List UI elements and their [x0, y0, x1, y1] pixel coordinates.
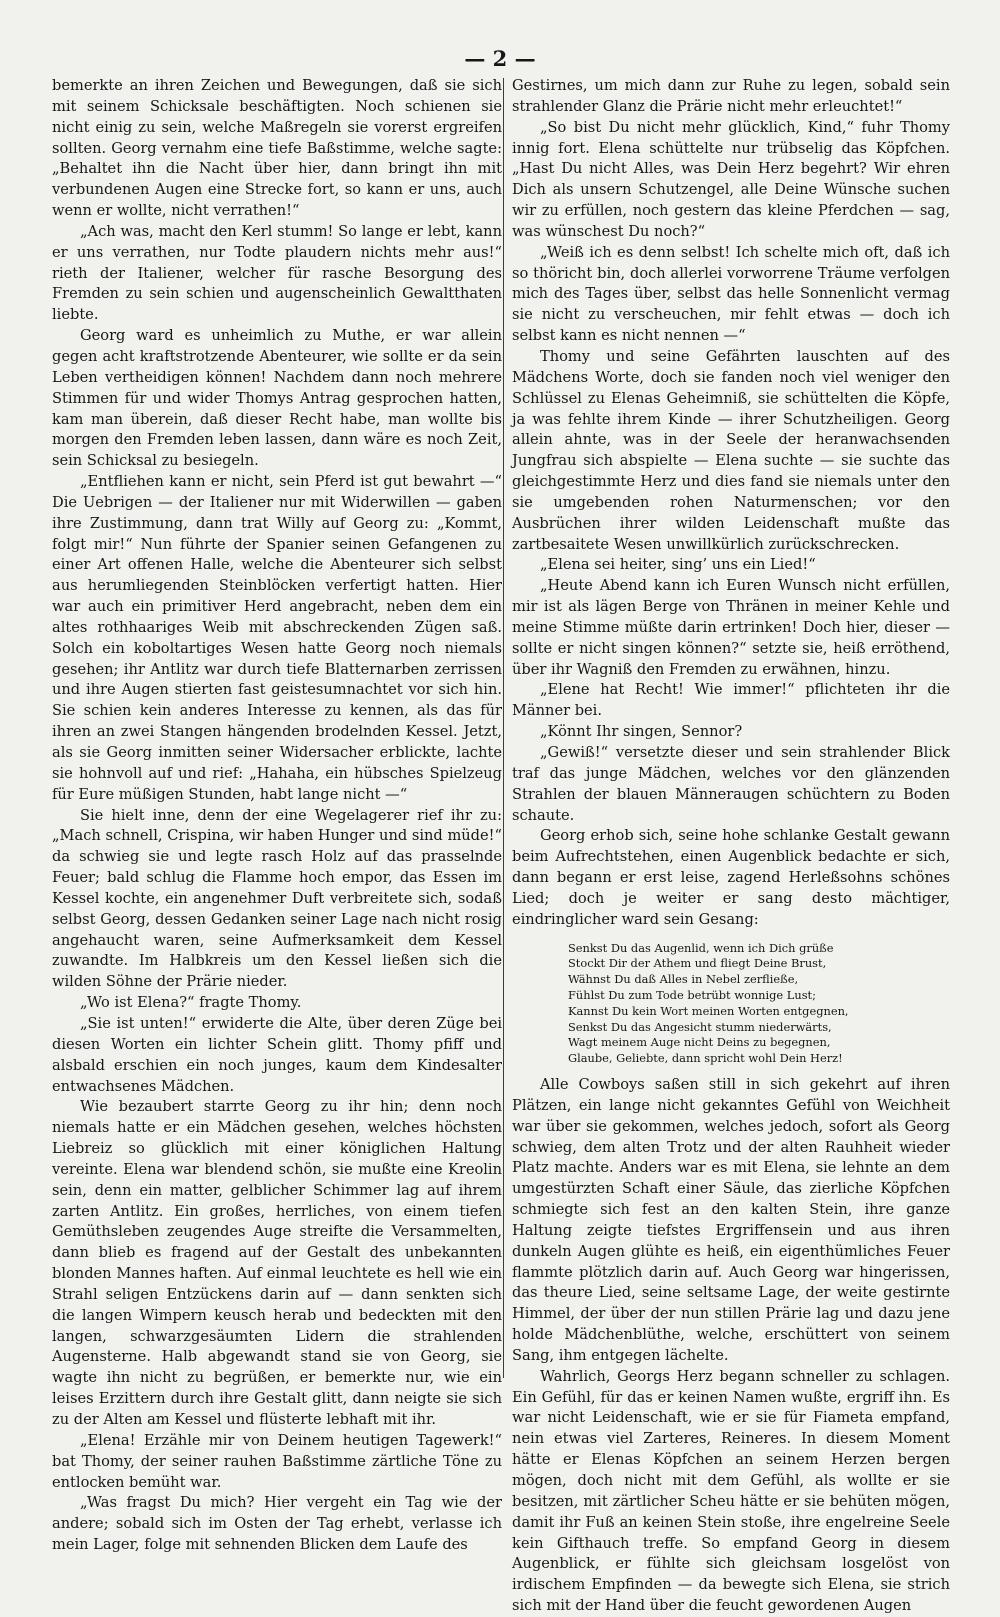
paragraph: „Elena sei heiter, sing’ uns ein Lied!“: [540, 556, 816, 574]
poem-line: Wagt meinem Auge nicht Deins zu begegnen,: [568, 1035, 831, 1050]
paragraph: „Entfliehen kann er nicht, sein Pferd ist gut bewahrt —“ Die Uebrigen — der Italiener nur mit Widerwillen — gaben ihre Zustimmung, dann trat Willy auf Georg zu: „Kommt, folgt mir!“ Nun führte der Spanier seinen Gefangenen zu einer Art offenen Halle, welche die Abenteurer sich selbst aus herumliegenden Steinblöcken verfertigt hatten. Hier war auch ein primitiver Herd angebracht, neben dem ein altes rothhaariges Weib mit abschreckenden Zügen saß. Solch ein koboltartiges Wesen hatte Georg noch niemals gesehen; ihr Antlitz war durch tiefe Blatternarben zerrissen und ihre Augen stierten fast geistesumnachtet vor sich hin. Sie schien kein anderes Interesse zu kennen, als das für ihren an zwei Stangen hängenden brodelnden Kessel. Jetzt, als sie Georg inmitten seiner Widersacher erblickte, lachte sie hohnvoll auf und rief: „Hahaha, ein hübsches Spielzeug für Eure müßigen Stunden, habt lange nicht —“: [52, 473, 502, 803]
paragraph: „Ach was, macht den Kerl stumm! So lange er lebt, kann er uns verrathen, nur Todte plaudern nichts mehr aus!“ rieth der Italiener, welcher für rasche Besorgung des Fremden zu sein schien und augenscheinlich Gewaltthaten liebte.: [52, 222, 502, 324]
poem-line: Glaube, Geliebte, dann spricht wohl Dein Herz!: [568, 1051, 843, 1066]
paragraph: „Heute Abend kann ich Euren Wunsch nicht erfüllen, mir ist als lägen Berge von Thränen in meiner Kehle und meine Stimme müßte darin ertrinken! Doch hier, dieser — sollte er nicht singen können?“ setzte sie, heiß erröthend, über ihr Wagniß den Fremden zu erwähnen, hinzu.: [512, 577, 950, 678]
paragraph: Georg erhob sich, seine hohe schlanke Gestalt gewann beim Aufrechtstehen, einen Augenblick bedachte er sich, dann begann er erst leise, zagend Herleßsohns schönes Lied; doch je weiter er sang desto mächtiger, eindringlicher ward sein Gesang:: [512, 827, 950, 928]
paragraph: Alle Cowboys saßen still in sich gekehrt auf ihren Plätzen, ein lange nicht gekanntes Gefühl von Weichheit war über sie gekommen, welches jedoch, sofort als Georg schwieg, dem alten Trotz und der alten Rauhheit wieder Platz machte. Anders war es mit Elena, sie lehnte an dem umgestürzten Schaft einer Säule, das zierliche Köpfchen schmiegte sich fest an den kalten Stein, ihre ganze Haltung zeigte tiefstes Ergriffensein und aus ihren dunkeln Augen glühte es heiß, ein eigenthümliches Feuer flammte plötzlich darin auf. Auch Georg war hingerissen, das theure Lied, seine seltsame Lage, der weite gestirnte Himmel, der über der nun stillen Prärie lag und dazu jene holde Mädchenblüthe, welche, erschüttert von seinem Sang, ihm entgegen lächelte.: [512, 1075, 950, 1364]
poem-line: Wähnst Du daß Alles in Nebel zerfließe,: [568, 972, 799, 987]
paragraph: Sie hielt inne, denn der eine Wegelagerer rief ihr zu: „Mach schnell, Crispina, wir haben Hunger und sind müde!“ da schwieg sie und legte rasch Holz auf das prasselnde Feuer; bald schlug die Flamme hoch empor, das Essen im Kessel kochte, ein angenehmer Duft verbreitete sich, sodaß selbst Georg, dessen Gedanken seiner Lage nach nicht rosig angehaucht waren, seine Aufmerksamkeit dem Kessel zuwandte. Im Halbkreis um den Kessel ließen sich die wilden Söhne der Prärie nieder.: [52, 806, 502, 991]
paragraph: „Gewiß!“ versetzte dieser und sein strahlender Blick traf das junge Mädchen, welches vor den glänzenden Strahlen der blauen Männeraugen schüchtern zu Boden schaute.: [512, 744, 950, 824]
page-number: — 2 —: [464, 46, 536, 71]
paragraph: „Könnt Ihr singen, Sennor?: [540, 723, 743, 741]
left-column: [52, 76, 502, 1554]
paragraph: Georg ward es unheimlich zu Muthe, er war allein gegen acht kraftstrotzende Abenteurer, wie sollte er da sein Leben vertheidigen können! Nachdem dann noch mehrere Stimmen für und wider Thomys Antrag gesprochen hatten, kam man überein, daß dieser Recht habe, man wollte bis morgen den Fremden leben lassen, dann wäre es noch Zeit, sein Schicksal zu besiegeln.: [52, 327, 502, 470]
paragraph: „Weiß ich es denn selbst! Ich schelte mich oft, daß ich so thöricht bin, doch allerlei vorworrene Träume verfolgen mich des Tages über, selbst das helle Sonnenlicht vermag sie nicht zu verscheuchen, mir fehlt etwas — doch ich selbst kann es nicht nennen —“: [512, 243, 950, 345]
song-poem: [568, 941, 950, 1067]
right-column: [512, 76, 950, 1615]
paragraph: „Was fragst Du mich? Hier vergeht ein Tag wie der andere; sobald sich im Osten der Tag erhebt, verlasse ich mein Lager, folge mit sehnenden Blicken dem Laufe des: [52, 1494, 502, 1554]
paragraph: „Elena! Erzähle mir von Deinem heutigen Tagewerk!“ bat Thomy, der seiner rauhen Baßstimme zärtliche Töne zu entlocken bemüht war.: [52, 1431, 502, 1491]
poem-line: Senkst Du das Angesicht stumm niederwärts,: [568, 1019, 832, 1034]
paragraph: „Wo ist Elena?“ fragte Thomy.: [80, 994, 302, 1012]
poem-line: Senkst Du das Augenlid, wenn ich Dich grüße: [568, 940, 834, 955]
poem-line: Stockt Dir der Athem und fliegt Deine Brust,: [568, 956, 827, 971]
paragraph: „Sie ist unten!“ erwiderte die Alte, über deren Züge bei diesen Worten ein lichter Schein glitt. Thomy pfiff und alsbald erschien ein noch junges, kaum dem Kindesalter entwachsenes Mädchen.: [52, 1014, 502, 1095]
paragraph: „Elene hat Recht! Wie immer!“ pflichteten ihr die Männer bei.: [512, 681, 950, 720]
paragraph: „So bist Du nicht mehr glücklich, Kind,“ fuhr Thomy innig fort. Elena schüttelte nur trübselig das Köpfchen. „Hast Du nicht Alles, was Dein Herz begehrt? Wir ehren Dich als unsern Schutzengel, alle Deine Wünsche suchen wir zu erfüllen, noch gestern das kleine Pferdchen — sag, was wünschest Du noch?“: [512, 118, 950, 240]
paragraph: Wahrlich, Georgs Herz begann schneller zu schlagen. Ein Gefühl, für das er keinen Namen wußte, ergriff ihn. Es war nicht Leidenschaft, wie er sie für Fiameta empfand, nein etwas viel Zarteres, Reineres. In diesem Moment hätte er Elenas Köpfchen an seinem Herzen bergen mögen, doch nicht mit dem Gefühl, als wollte er sie besitzen, mit zärtlicher Scheu hätte er sie behüten mögen, damit ihr Fuß an keinen Stein stoße, ihre engelreine Seele kein Gifthauch treffe. So empfand Georg in diesem Augenblick, er fühlte sich gleichsam losgelöst von irdischem Empfinden — da bewegte sich Elena, sie strich sich mit der Hand über die feucht gewordenen Augen: [512, 1367, 950, 1615]
paragraph: bemerkte an ihren Zeichen und Bewegungen, daß sie sich mit seinem Schicksale beschäftigten. Noch schienen sie nicht einig zu sein, welche Maßregeln sie vorerst ergreifen sollten. Georg vernahm eine tiefe Baßstimme, welche sagte: „Behaltet ihn die Nacht über hier, dann bringt ihn mit verbundenen Augen eine Strecke fort, so kann er uns, auch wenn er wollte, nicht verrathen!“: [52, 77, 502, 220]
paragraph: Gestirnes, um mich dann zur Ruhe zu legen, sobald sein strahlender Glanz die Prärie nicht mehr erleuchtet!“: [512, 77, 950, 115]
poem-line: Fühlst Du zum Tode betrübt wonnige Lust;: [568, 987, 816, 1002]
column-divider: [503, 78, 504, 1378]
paragraph: Wie bezaubert starrte Georg zu ihr hin; denn noch niemals hatte er ein Mädchen gesehen, welches höchsten Liebreiz so glücklich mit einer königlichen Haltung vereinte. Elena war blendend schön, sie mußte eine Kreolin sein, denn ein matter, gelblicher Schimmer lag auf ihrem zarten Antlitz. Ein großes, herrliches, von einem tiefen Gemüthsleben zeugendes Auge streifte die Versammelten, dann blieb es fragend auf der Gestalt des unbekannten blonden Mannes haften. Auf einmal leuchtete es hell wie ein Strahl seligen Entzückens darin auf — dann senkten sich die langen Wimpern keusch herab und bedeckten mit den langen, schwarzgesäumten Lidern die strahlenden Augensterne. Halb abgewandt stand sie von Georg, sie wagte ihn nicht zu begrüßen, er bemerkte nur, wie ein leises Erzittern durch ihre Gestalt glitt, dann neigte sie sich zu der Alten am Kessel und flüsterte lebhaft mit ihr.: [52, 1098, 502, 1428]
paragraph: Thomy und seine Gefährten lauschten auf des Mädchens Worte, doch sie fanden noch viel weniger den Schlüssel zu Elenas Geheimniß, sie schüttelten die Köpfe, ja was fehlte ihrem Kinde — ihrer Schutzheiligen. Georg allein ahnte, was in der Seele der heranwachsenden Jungfrau sich abspielte — Elena suchte — sie suchte das gleichgestimmte Herz und dies fand sie niemals unter den sie umgebenden rohen Naturmenschen; vor den Ausbrüchen ihrer wilden Leidenschaft mußte das zartbesaitete Wesen unwillkürlich zurückschrecken.: [512, 347, 950, 553]
poem-line: Kannst Du kein Wort meinen Worten entgegnen,: [568, 1003, 849, 1018]
